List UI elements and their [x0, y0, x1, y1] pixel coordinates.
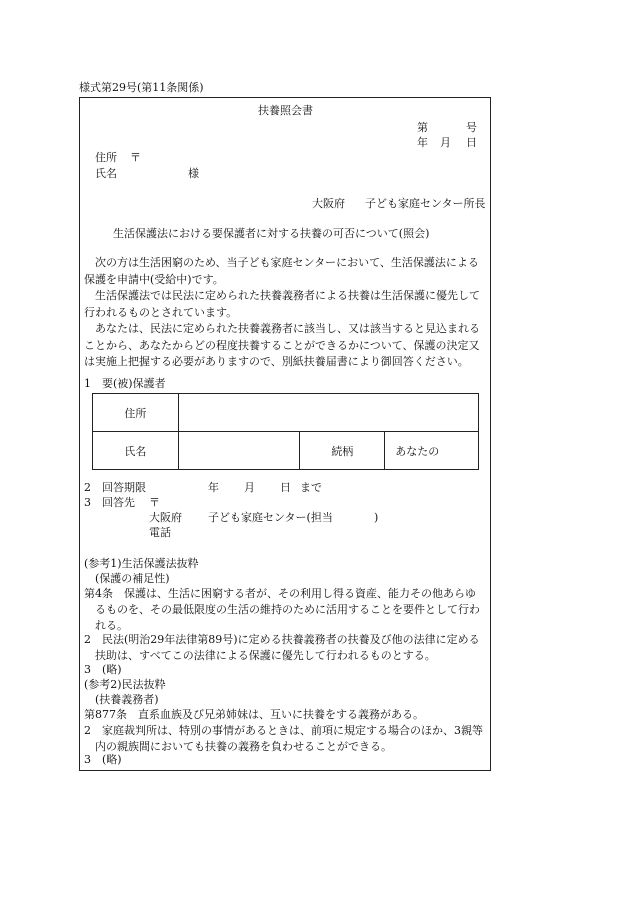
- date-year: 年: [417, 136, 428, 149]
- reply-deadline-year: 年: [208, 481, 219, 494]
- address-label-cell: 住所: [93, 394, 179, 432]
- ref2-article-877: 第877条 直系血族及び兄弟姉妹は、互いに扶養をする義務がある。: [84, 708, 424, 721]
- reply-to-label: 3 回答先: [84, 496, 135, 509]
- body-paragraph-2: 生活保護法では民法に定められた扶養義務者による扶養は生活保護に優先して行われるものとされています。: [84, 289, 480, 319]
- name-label-cell: 氏名: [93, 432, 179, 470]
- reply-to-postal-mark: 〒: [149, 496, 160, 509]
- name-value-cell: [178, 432, 300, 470]
- protected-person-table: [92, 393, 479, 470]
- ref1-heading: (参考1)生活保護法抜粋: [84, 557, 199, 570]
- reply-deadline-until: まで: [300, 481, 322, 494]
- ref1-article-4: 第4条 保護は、生活に困窮する者が、その利用し得る資産、能力その他あらゆるものを、その最低限度の生活の維持のために活用することを要件として行われる。: [84, 587, 480, 632]
- ref1-subheading: (保護の補足性): [95, 572, 170, 585]
- reply-to-close-paren: ): [374, 511, 379, 524]
- sender-office: 子ども家庭センター所長: [365, 197, 486, 210]
- ref2-heading: (参考2)民法抜粋: [84, 678, 166, 691]
- recipient-address-label: 住所: [95, 151, 117, 164]
- ref1-item-2: 2 民法(明治29年法律第89号)に定める扶養義務者の扶養及び他の法律に定める扶助は、すべてこの法律による保護に優先して行われるものとする。: [84, 633, 480, 662]
- recipient-name-label: 氏名: [95, 167, 117, 180]
- body-paragraph-1: 次の方は生活困窮のため、当子ども家庭センターにおいて、生活保護法による保護を申請中(受給中)です。: [84, 256, 479, 286]
- form-number: 様式第29号(第11条関係): [79, 81, 204, 94]
- form-title: 扶養照会書: [258, 104, 313, 117]
- ref2-item-2: 2 家庭裁判所は、特別の事情があるときは、前項に規定する場合のほか、3親等内の親族間においても扶養の義務を負わせることができる。: [84, 724, 483, 753]
- reply-deadline-month: 月: [244, 481, 255, 494]
- doc-no-prefix: 第: [417, 121, 428, 134]
- subject: 生活保護法における要保護者に対する扶養の可否について(照会): [113, 227, 430, 240]
- reply-deadline-label: 2 回答期限: [84, 481, 146, 494]
- section1-heading: 1 要(被)保護者: [84, 377, 166, 390]
- reply-to-phone-label: 電話: [149, 526, 171, 539]
- body-paragraph-3: あなたは、民法に定められた扶養義務者に該当し、又は該当すると見込まれることから、あなたからどの程度扶養することができるかについて、保護の決定又は実施上把握する必要がありますので、別紙扶養届書により御回答ください。: [84, 322, 480, 368]
- relation-label-cell: 続柄: [300, 432, 385, 470]
- ref2-item-3: 3 (略): [84, 753, 122, 766]
- ref2-subheading: (扶養義務者): [95, 693, 159, 706]
- ref1-item-3: 3 (略): [84, 663, 122, 676]
- sender-prefecture: 大阪府: [312, 197, 345, 210]
- date-month: 月: [440, 136, 451, 149]
- reply-to-prefecture: 大阪府: [149, 511, 182, 524]
- relation-value-cell: あなたの: [385, 432, 479, 470]
- reply-deadline-day: 日: [280, 481, 291, 494]
- address-value-cell: [178, 394, 478, 432]
- doc-no-suffix: 号: [466, 121, 477, 134]
- date-day: 日: [466, 136, 477, 149]
- reply-to-office: 子ども家庭センター(担当: [208, 511, 333, 524]
- recipient-honorific: 様: [188, 167, 199, 180]
- recipient-postal-mark: 〒: [130, 151, 141, 164]
